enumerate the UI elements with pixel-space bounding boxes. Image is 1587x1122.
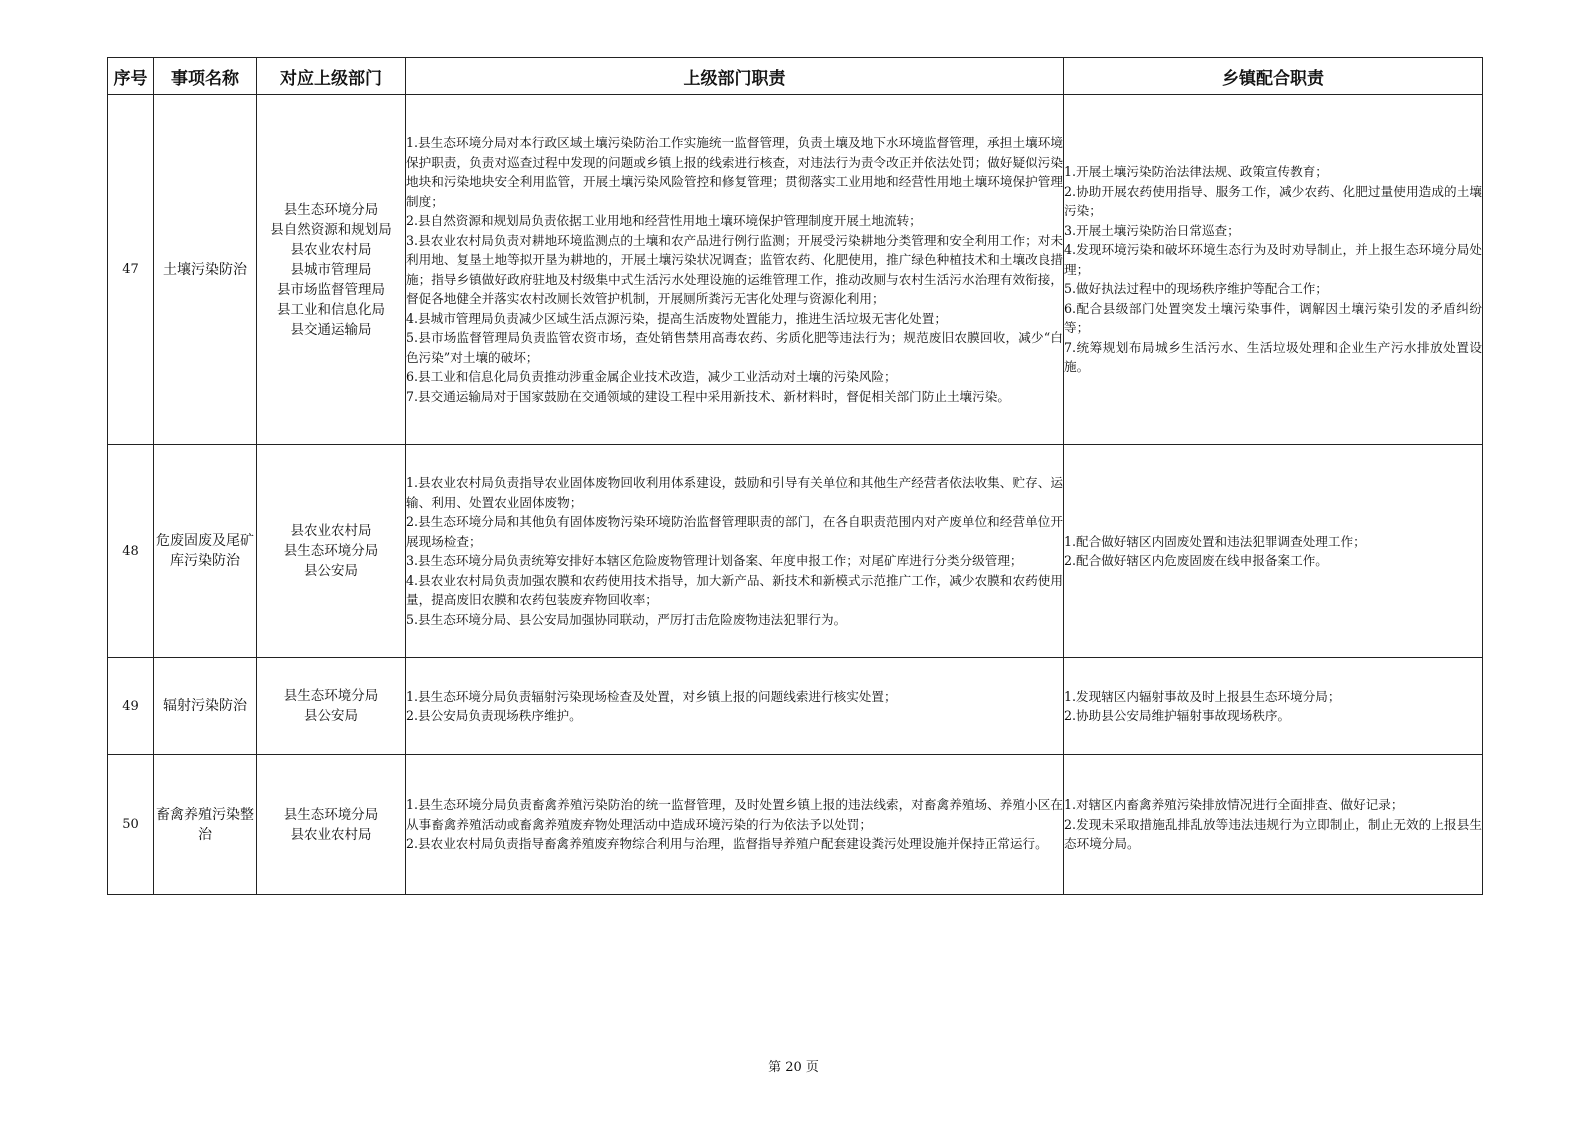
table-row (108, 445, 1483, 658)
township-duty-list (1064, 658, 1483, 755)
duty-item: 6.县工业和信息化局负责推动涉重金属企业技术改造，减少工业活动对土壤的污染风险； (406, 369, 897, 384)
row-number: 50 (108, 755, 154, 895)
department: 县农业农村局 (290, 241, 372, 258)
duty-item: 1.县生态环境分局负责辐射污染现场检查及处置，对乡镇上报的问题线索进行核实处置； (406, 688, 897, 704)
table-header-row (108, 58, 1483, 95)
duty-item: 1.县生态环境分局对本行政区域土壤污染防治工作实施统一监督管理，负责土壤及地下水环境监督管理，承担土壤环境保护职责，负责对巡查过程中发现的问题或乡镇上报的线索进行核查，对违法行为责令改正并依法处罚；做好疑似污染地块和污染地块安全利用监管，开展土壤污染风险管控和修复管理；贯彻落实工业用地和经营性用地土壤环境保护管理制度； (406, 135, 1063, 209)
responsibility-table (107, 57, 1483, 895)
table-row (108, 95, 1483, 445)
department: 县生态环境分局 (283, 688, 379, 704)
header-serial-number: 序号 (108, 58, 154, 95)
item-name: 辐射污染防治 (154, 658, 257, 755)
superior-duty-list (406, 658, 1064, 755)
department-list (257, 755, 406, 895)
row-number: 48 (108, 445, 154, 658)
town-duty-item: 2.协助开展农药使用指导、服务工作，减少农药、化肥过量使用造成的土壤污染； (1064, 183, 1482, 219)
department: 县生态环境分局 (283, 201, 379, 218)
town-duty-item: 1.配合做好辖区内固废处置和违法犯罪调查处理工作； (1064, 533, 1366, 549)
town-duty-item: 1.开展土壤污染防治法律法规、政策宣传教育； (1064, 164, 1328, 180)
department: 县农业农村局 (290, 523, 372, 539)
duty-item: 1.县农业农村局负责指导农业固体废物回收利用体系建设，鼓励和引导有关单位和其他生产经营者依法收集、贮存、运输、利用、处置农业固体废物； (406, 475, 1063, 510)
table-row (108, 755, 1483, 895)
town-duty-item: 6.配合县级部门处置突发土壤污染事件，调解因土壤污染引发的矛盾纠纷等； (1064, 300, 1482, 336)
township-duty-list (1064, 95, 1483, 445)
duty-item: 3.县农业农村局负责对耕地环境监测点的土壤和农产品进行例行监测；开展受污染耕地分类管理和安全利用工作；对未利用地、复垦土地等拟开垦为耕地的，开展土壤污染状况调查；监管农药、化肥使用，推广绿色种植技术和土壤改良措施；指导乡镇做好政府驻地及村级集中式生活污水处理设施的运维管理工作，推动改厕与农村生活污水治理有效衔接，督促各地健全并落实农村改厕长效管护机制，开展厕所粪污无害化处理与资源化利用； (406, 232, 1063, 306)
town-duty-item: 1.对辖区内畜禽养殖污染排放情况进行全面排查、做好记录； (1064, 797, 1404, 813)
duty-item: 7.县交通运输局对于国家鼓励在交通领域的建设工程中采用新技术、新材料时，督促相关部门防止土壤污染。 (406, 388, 1010, 404)
duty-item: 5.县市场监督管理局负责监管农资市场，查处销售禁用高毒农药、劣质化肥等违法行为；规范废旧农膜回收，减少“白色污染”对土壤的破坏； (406, 330, 1063, 365)
duty-item: 2.县农业农村局负责指导畜禽养殖废弃物综合利用与治理，监督指导养殖户配套建设粪污处理设施并保持正常运行。 (406, 836, 1048, 852)
duty-item: 5.县生态环境分局、县公安局加强协同联动，严厉打击危险废物违法犯罪行为。 (406, 611, 847, 627)
superior-duty-list (406, 445, 1064, 658)
superior-duty-list (406, 755, 1064, 895)
department-list (257, 95, 406, 445)
department: 县公安局 (304, 563, 358, 579)
department: 县公安局 (304, 708, 358, 724)
town-duty-item: 2.发现未采取措施乱排乱放等违法违规行为立即制止，制止无效的上报县生态环境分局。 (1064, 816, 1482, 852)
town-duty-item: 2.配合做好辖区内危废固废在线申报备案工作。 (1064, 553, 1328, 568)
department-list (257, 445, 406, 658)
page-number: 第 20 页 (768, 1060, 819, 1075)
town-duty-item: 4.发现环境污染和破坏环境生态行为及时劝导制止，并上报生态环境分局处理； (1064, 242, 1482, 277)
department-list (257, 658, 406, 755)
duty-item: 2.县生态环境分局和其他负有固体废物污染环境防治监督管理职责的部门，在各自职责范围内对产废单位和经营单位开展现场检查； (406, 514, 1063, 549)
duty-item: 4.县城市管理局负责减少区域生活点源污染，提高生活废物处置能力，推进生活垃圾无害化处置； (406, 310, 947, 326)
header-superior-department: 对应上级部门 (257, 58, 406, 95)
duty-item: 4.县农业农村局负责加强农膜和农药使用技术指导，加大新产品、新技术和新模式示范推广工作，减少农膜和农药使用量，提高废旧农膜和农药包装废弃物回收率； (406, 572, 1063, 607)
header-item-name: 事项名称 (154, 58, 257, 95)
department: 县工业和信息化局 (277, 301, 385, 318)
duty-item: 2.县公安局负责现场秩序维护。 (406, 708, 582, 723)
town-duty-item: 3.开展土壤污染防治日常巡查； (1064, 222, 1240, 238)
item-name: 危废固废及尾矿库污染防治 (154, 445, 257, 658)
township-duty-list (1064, 445, 1483, 658)
town-duty-item: 2.协助县公安局维护辐射事故现场秩序。 (1064, 708, 1291, 723)
department: 县自然资源和规划局 (270, 221, 392, 238)
town-duty-item: 1.发现辖区内辐射事故及时上报县生态环境分局； (1064, 688, 1341, 704)
duty-item: 3.县生态环境分局负责统筹安排好本辖区危险废物管理计划备案、年度申报工作；对尾矿库进行分类分级管理； (406, 553, 1023, 568)
town-duty-item: 7.统筹规划布局城乡生活污水、生活垃圾处理和企业生产污水排放处置设施。 (1064, 339, 1482, 375)
department: 县交通运输局 (290, 321, 372, 338)
item-name: 畜禽养殖污染整治 (154, 755, 257, 895)
row-number: 47 (108, 95, 154, 445)
department: 县农业农村局 (290, 826, 372, 843)
township-duty-list (1064, 755, 1483, 895)
department: 县市场监督管理局 (277, 281, 385, 298)
duty-item: 1.县生态环境分局负责畜禽养殖污染防治的统一监督管理，及时处置乡镇上报的违法线索，对畜禽养殖场、养殖小区在从事畜禽养殖活动或畜禽养殖废弃物处理活动中造成环境污染的行为依法予以处罚； (406, 797, 1063, 832)
duty-item: 2.县自然资源和规划局负责依据工业用地和经营性用地土壤环境保护管理制度开展土地流转； (406, 213, 922, 228)
town-duty-item: 5.做好执法过程中的现场秩序维护等配合工作； (1064, 281, 1328, 297)
header-superior-duties: 上级部门职责 (406, 58, 1064, 95)
superior-duty-list (406, 95, 1064, 445)
department: 县城市管理局 (290, 261, 372, 278)
row-number: 49 (108, 658, 154, 755)
table-row (108, 658, 1483, 755)
department: 县生态环境分局 (283, 806, 379, 823)
item-name: 土壤污染防治 (154, 95, 257, 445)
header-township-duties: 乡镇配合职责 (1064, 58, 1483, 95)
department: 县生态环境分局 (283, 543, 379, 559)
